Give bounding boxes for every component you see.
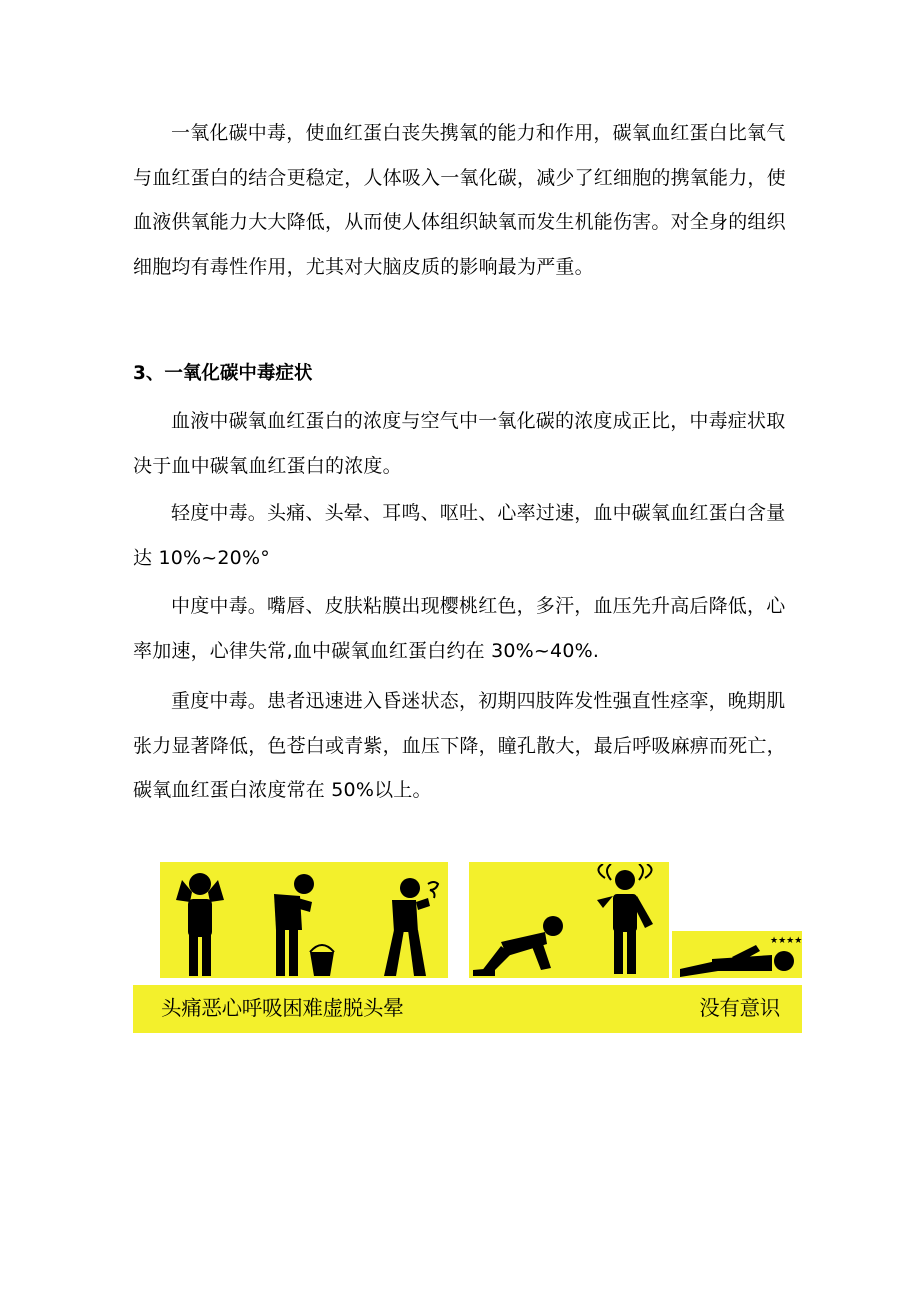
illustration-caption-banner [133, 985, 802, 1033]
severe-poisoning-paragraph: 重度中毒。患者迅速进入昏迷状态，初期四肢阵发性强直性痉挛，晚期肌张力显著降低，色苍白或青紫，血压下降，瞳孔散大，最后呼吸麻痹而死亡，碳氧血红蛋白浓度常在 50%以上。 [133, 690, 786, 801]
dizziness-figure-icon [587, 864, 669, 976]
breathing-difficulty-figure-icon [370, 868, 446, 978]
symptoms-intro-paragraph: 血液中碳氧血红蛋白的浓度与空气中一氧化碳的浓度成正比，中毒症状取决于血中碳氧血红蛋白的浓度。 [133, 410, 786, 477]
unconscious-figure-icon [672, 931, 802, 978]
illustration-panel-middle [469, 862, 669, 978]
headache-figure-icon [170, 866, 230, 978]
mild-poisoning-paragraph: 轻度中毒。头痛、头晕、耳鸣、呕吐、心率过速，血中碳氧血红蛋白含量达 10%~20%° [133, 502, 786, 569]
illustration-panel-left [160, 862, 448, 978]
moderate-poisoning-paragraph: 中度中毒。嘴唇、皮肤粘膜出现樱桃红色，多汗，血压先升高后降低，心率加速，心律失常,血中碳氧血红蛋白约在 30%~40%. [133, 595, 786, 662]
nausea-figure-icon [260, 872, 342, 978]
caption-left: 头痛恶心呼吸困难虚脱头晕 [161, 996, 404, 1020]
svg-text:★★★★: ★★★★ [770, 936, 802, 946]
caption-right: 没有意识 [699, 996, 780, 1020]
collapse-figure-icon [471, 912, 569, 978]
intro-paragraph: 一氧化碳中毒，使血红蛋白丧失携氧的能力和作用，碳氧血红蛋白比氧气与血红蛋白的结合更稳定，人体吸入一氧化碳，减少了红细胞的携氧能力，使血液供氧能力大大降低，从而使人体组织缺氧而发生机能伤害。对全身的组织细胞均有毒性作用，尤其对大脑皮质的影响最为严重。 [133, 122, 786, 278]
section-heading: 3、一氧化碳中毒症状 [133, 363, 313, 384]
illustration-panel-right [672, 931, 802, 978]
